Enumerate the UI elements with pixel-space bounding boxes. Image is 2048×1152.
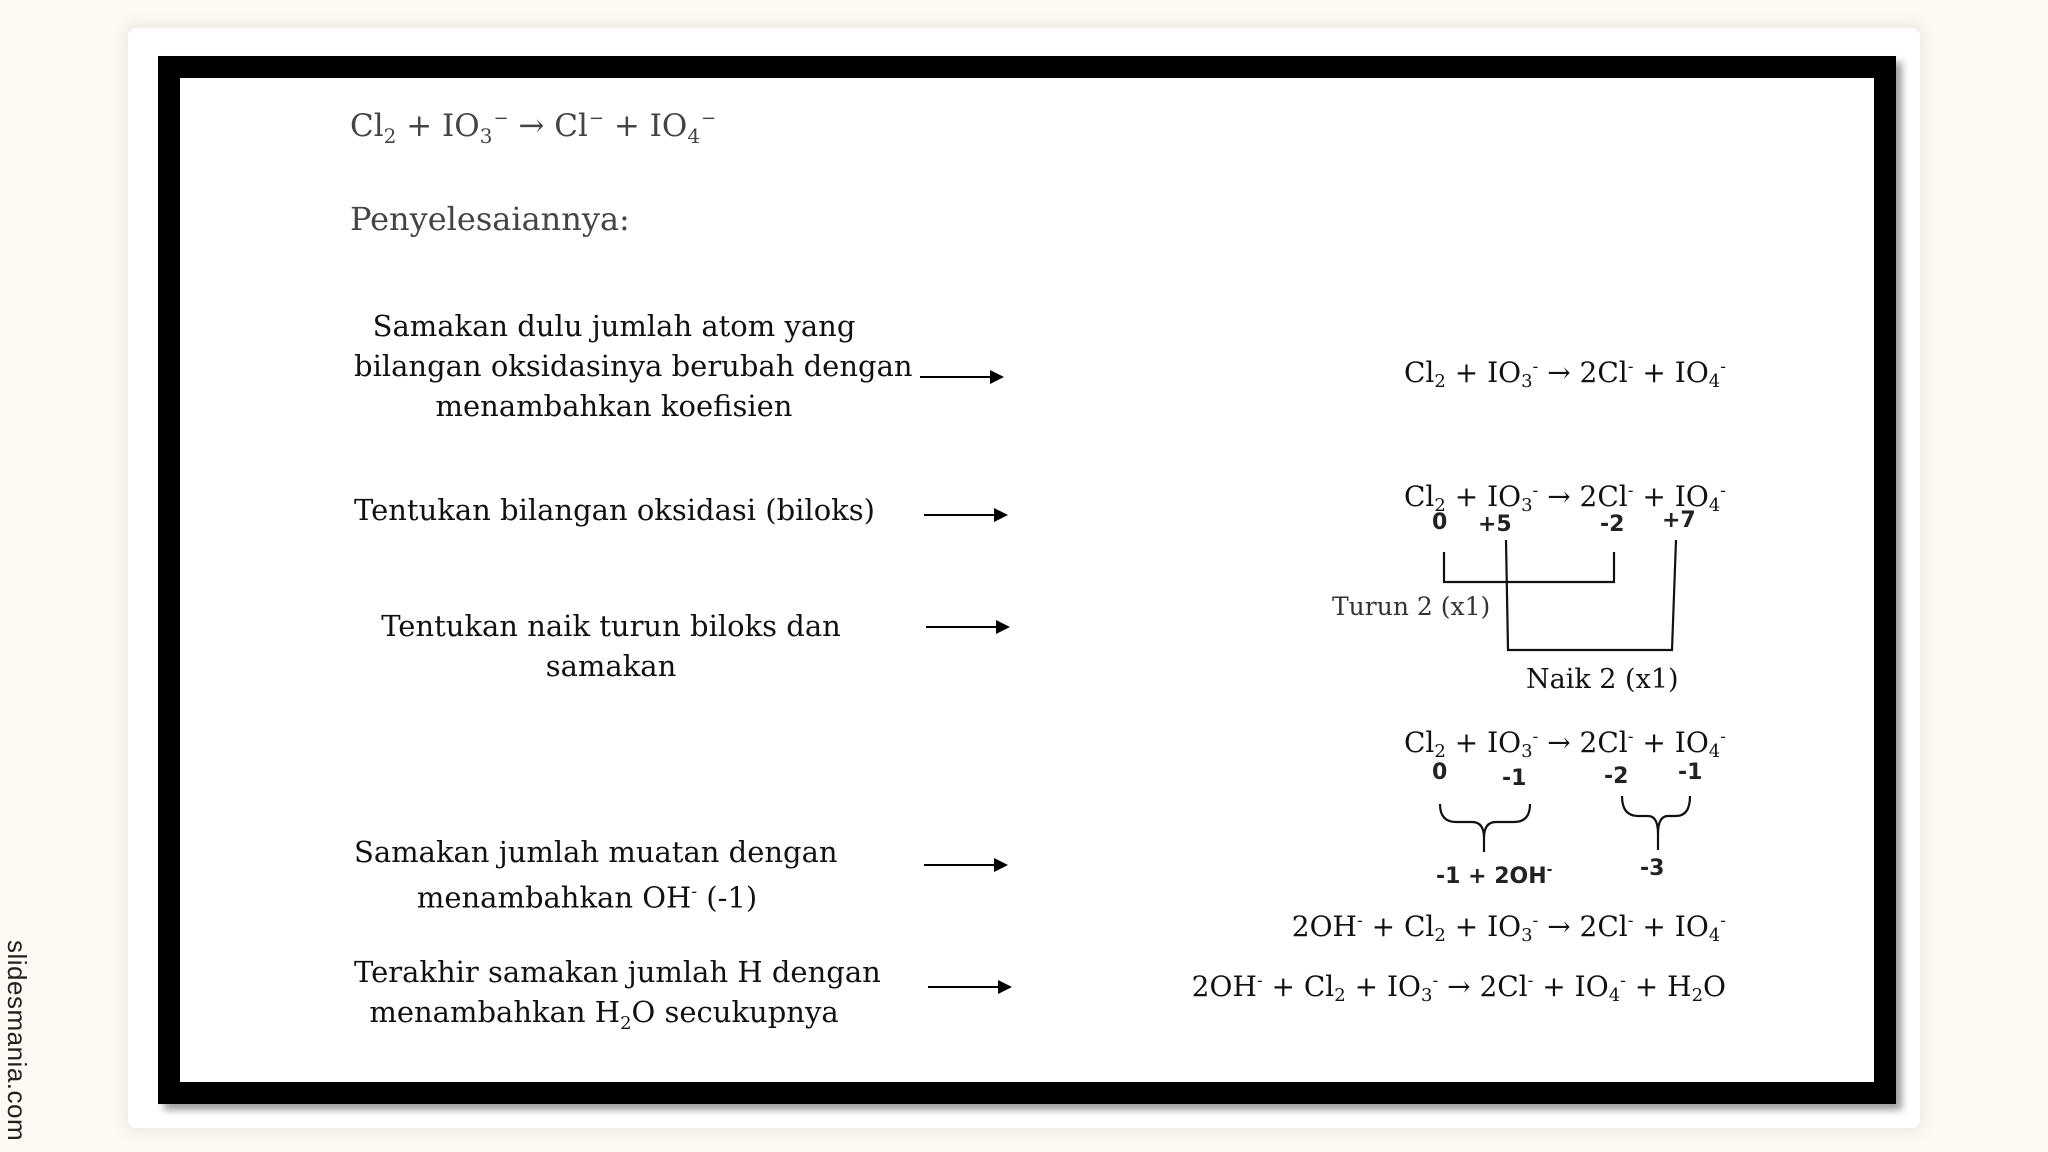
step-3-line-1: Tentukan naik turun biloks dan bbox=[381, 609, 841, 643]
step-5-line-1: Terakhir samakan jumlah H dengan bbox=[354, 955, 881, 989]
left-charge-label: -1 + 2OH- bbox=[1436, 862, 1553, 889]
watermark: slidesmania.com bbox=[2, 940, 32, 1142]
turun-label: Turun 2 (x1) bbox=[1332, 592, 1491, 621]
charge-cl: -2 bbox=[1604, 764, 1629, 789]
step-1-line-2: bilangan oksidasinya berubah dengan bbox=[354, 349, 913, 383]
step-1-line-1: Samakan dulu jumlah atom yang bbox=[372, 309, 856, 343]
ox-cl: -2 bbox=[1600, 512, 1625, 537]
step-4-line-2: menambahkan OH- (-1) bbox=[416, 880, 758, 915]
charge-io3: -1 bbox=[1502, 766, 1527, 791]
equation-2: $Cl_2 + IO_3^- \to 2Cl^- + IO_4^-$ bbox=[1403, 480, 1726, 516]
equation-4: $2OH^- + Cl_2 + IO_3^- \to 2Cl^- + IO_4^-$ bbox=[1291, 910, 1726, 946]
ox-cl2: 0 bbox=[1432, 510, 1448, 535]
header-equation: $Cl_2 + IO_3^- \to Cl^- + IO_4^-$ bbox=[350, 108, 717, 148]
equation-5: $2OH^- + Cl_2 + IO_3^- \to 2Cl^- + IO_4^- + H_2O$ bbox=[1191, 970, 1726, 1006]
equation-3: $Cl_2 + IO_3^- \to 2Cl^- + IO_4^-$ bbox=[1403, 726, 1726, 762]
naik-label: Naik 2 (x1) bbox=[1526, 664, 1679, 695]
charge-cl2: 0 bbox=[1432, 760, 1448, 785]
left-charge-brace bbox=[1440, 804, 1530, 838]
equation-1: $Cl_2 + IO_3^- \to 2Cl^- + IO_4^-$ bbox=[1403, 356, 1726, 392]
step-5-line-2: menambahkan $H_2O$ secukupnya bbox=[369, 995, 839, 1034]
right-charge-brace bbox=[1622, 796, 1690, 834]
turun-bracket bbox=[1444, 552, 1614, 582]
charge-io4: -1 bbox=[1678, 760, 1703, 785]
step-1-line-3: menambahkan koefisien bbox=[435, 389, 793, 423]
step-2-line-1: Tentukan bilangan oksidasi (biloks) bbox=[354, 493, 875, 527]
step-3-line-2: samakan bbox=[545, 649, 677, 683]
ox-io4: +7 bbox=[1662, 508, 1696, 533]
step-4-line-1: Samakan jumlah muatan dengan bbox=[354, 835, 838, 869]
right-charge-label: -3 bbox=[1640, 856, 1665, 881]
subtitle: Penyelesaiannya: bbox=[350, 200, 630, 238]
naik-bracket bbox=[1506, 540, 1676, 650]
ox-io3: +5 bbox=[1478, 512, 1512, 537]
